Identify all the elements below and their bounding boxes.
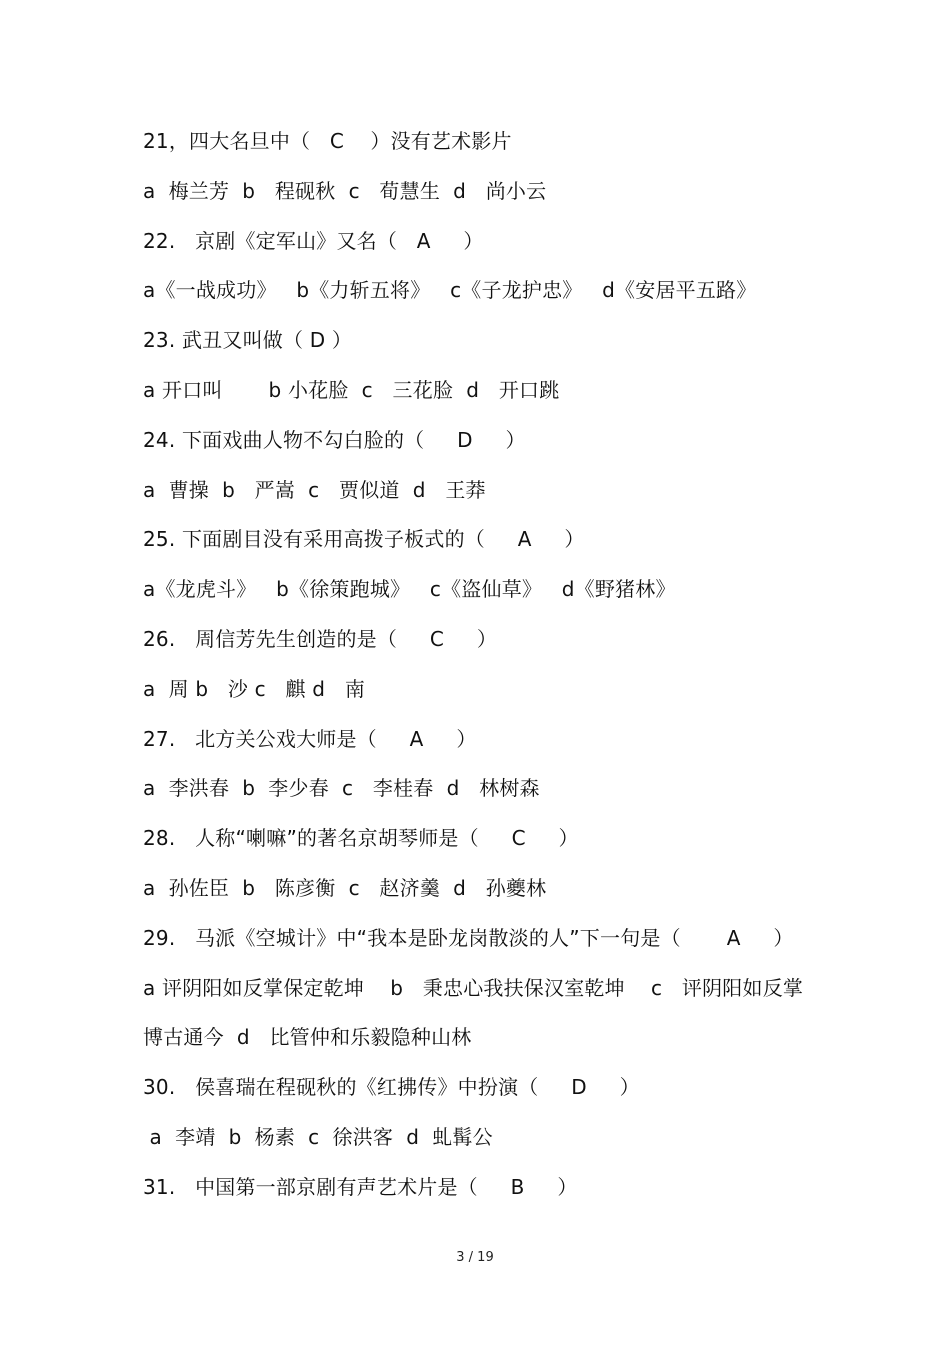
question-23: 23. 武丑又叫做（ D ） [143,328,353,353]
options-24: a 曹操 b 严嵩 c 贾似道 d 王莽 [143,477,486,502]
options-29-part1: a 评阴阳如反掌保定乾坤 b 秉忠心我扶保汉室乾坤 c 评阴阳如反掌 [143,975,804,1000]
options-27: a 李洪春 b 李少春 c 李桂春 d 林树森 [143,776,540,801]
options-26: a 周 b 沙 c 麒 d 南 [143,676,366,701]
options-22: a《一战成功》 b《力斩五将》 c《子龙护忠》 d《安居平五路》 [143,278,757,303]
question-22: 22. 京剧《定军山》又名（ A ） [143,228,484,253]
question-21: 21，四大名旦中（ C ）没有艺术影片 [143,129,512,153]
options-28: a 孙佐臣 b 陈彦衡 c 赵济羹 d 孙夔林 [143,875,547,900]
options-23: a 开口叫 b 小花脸 c 三花脸 d 开口跳 [143,377,560,402]
question-24: 24. 下面戏曲人物不勾白脸的（ D ） [143,427,526,452]
options-30: a 李靖 b 杨素 c 徐洪客 d 虬髯公 [143,1124,493,1149]
question-25: 25. 下面剧目没有采用高拨子板式的（ A ） [143,527,585,552]
options-25: a《龙虎斗》 b《徐策跑城》 c《盗仙草》 d《野猪林》 [143,577,676,602]
page-number: 3 / 19 [456,1250,494,1265]
question-27: 27. 北方关公戏大师是（ A ） [143,726,477,751]
options-21: a 梅兰芳 b 程砚秋 c 荀慧生 d 尚小云 [143,178,547,203]
question-26: 26. 周信芳先生创造的是（ C ） [143,626,498,651]
question-31: 31. 中国第一部京剧有声艺术片是（ B ） [143,1174,578,1199]
options-29-part2: 博古通今 d 比管仲和乐毅隐种山林 [143,1025,472,1050]
document-body [143,123,843,1219]
question-28: 28. 人称“喇嘛”的著名京胡琴师是（ C ） [143,826,579,851]
question-30: 30. 侯喜瑞在程砚秋的《红拂传》中扮演（ D ） [143,1075,640,1100]
question-29: 29. 马派《空城计》中“我本是卧龙岗散淡的人”下一句是（ A ） [143,925,794,950]
